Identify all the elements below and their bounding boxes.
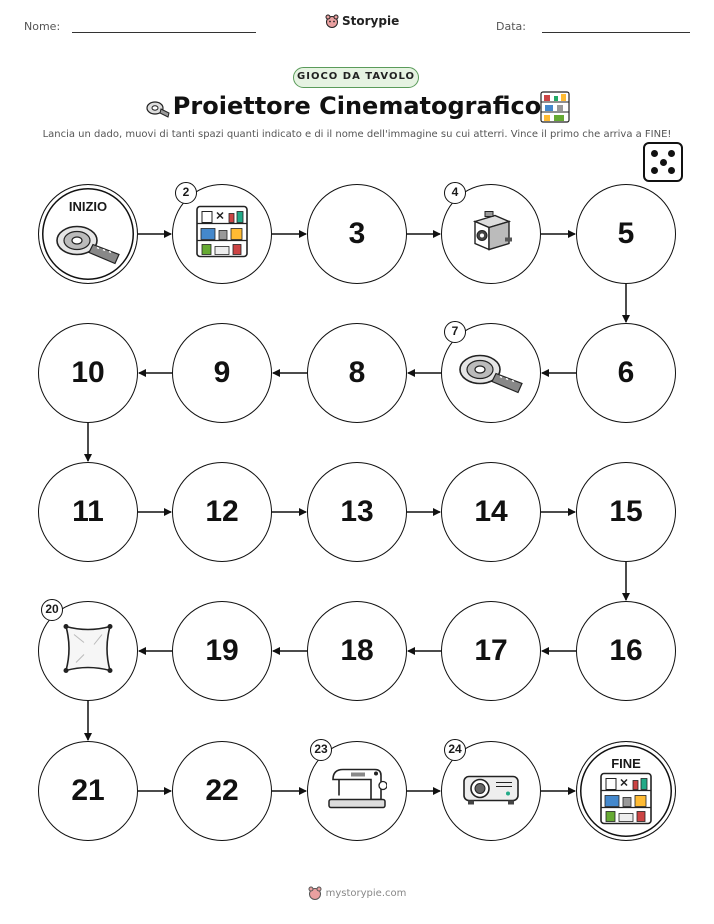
space-number: 11 [72, 495, 104, 528]
page-title: Proiettore Cinematografico [172, 92, 542, 120]
space-number: 12 [205, 495, 239, 528]
start-space [38, 184, 138, 284]
brand-name: Storypie [342, 14, 400, 28]
name-label: Nome: [24, 20, 61, 33]
space-number: 9 [213, 356, 231, 389]
footer [0, 886, 714, 900]
space-number: 15 [609, 495, 643, 528]
space-number: 17 [474, 634, 508, 667]
start-label: INIZIO [68, 199, 108, 214]
board-space [576, 601, 676, 701]
space-number: 22 [205, 774, 239, 807]
space-number: 6 [617, 356, 635, 389]
finish-space [576, 741, 676, 841]
board-space [307, 184, 407, 284]
space-number-badge: 24 [444, 739, 466, 761]
board-space [38, 323, 138, 423]
board-space [38, 741, 138, 841]
video-projector-icon [460, 769, 522, 814]
board-space [307, 323, 407, 423]
date-label: Data: [496, 20, 526, 33]
space-number-badge: 4 [444, 182, 466, 204]
film-reel-icon [456, 348, 526, 399]
space-number: 18 [340, 634, 374, 667]
board-space [172, 741, 272, 841]
space-number: 5 [617, 217, 635, 250]
storypie-mascot-icon [308, 886, 322, 900]
workshop-shelf-icon [599, 771, 653, 830]
space-number: 19 [205, 634, 239, 667]
space-number: 14 [474, 495, 508, 528]
board-space [172, 601, 272, 701]
board-space [172, 462, 272, 562]
board-space [38, 462, 138, 562]
game-type-badge: GIOCO DA TAVOLO [293, 67, 419, 88]
space-number-badge: 23 [310, 739, 332, 761]
sewing-machine-icon [327, 766, 387, 817]
board-space [576, 462, 676, 562]
space-number-badge: 2 [175, 182, 197, 204]
instructions: Lancia un dado, muovi di tanti spazi quanti indicato e di il nome dell'immagine su cui atterri. Vince il primo che arriva a FINE! [42, 129, 672, 140]
board-space [307, 601, 407, 701]
workshop-shelf-icon [195, 205, 249, 264]
film-reel-icon [53, 218, 123, 269]
film-projector-box-icon [467, 208, 515, 261]
board-space [576, 184, 676, 284]
board-space [307, 462, 407, 562]
space-number-badge: 20 [41, 599, 63, 621]
footer-url: mystorypie.com [325, 887, 407, 899]
board-space [441, 462, 541, 562]
space-number: 13 [340, 495, 374, 528]
board-space [576, 323, 676, 423]
space-number: 16 [609, 634, 643, 667]
space-number: 8 [348, 356, 366, 389]
space-number-badge: 7 [444, 321, 466, 343]
projection-screen-icon [60, 621, 116, 682]
space-number: 21 [71, 774, 105, 807]
space-number: 10 [71, 356, 105, 389]
finish-label: FINE [611, 756, 641, 771]
board-space [441, 601, 541, 701]
space-number: 3 [348, 217, 366, 250]
board-space [172, 323, 272, 423]
